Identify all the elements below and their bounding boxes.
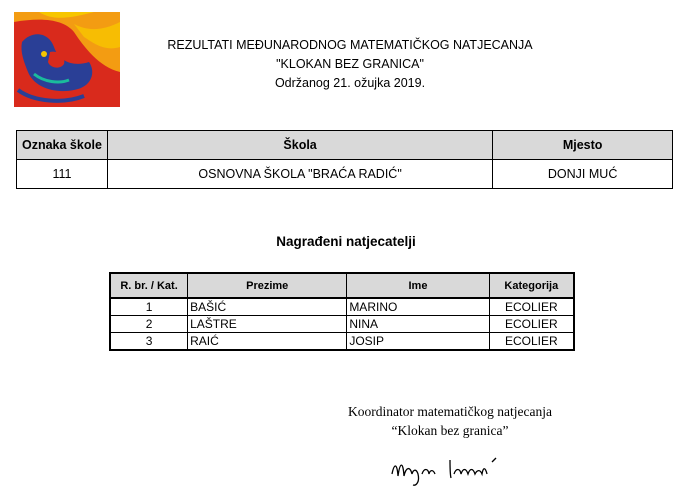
row-category: ECOLIER: [489, 316, 574, 333]
school-place: DONJI MUĆ: [493, 160, 673, 189]
row-first-name: NINA: [347, 316, 489, 333]
school-table-header-row: [17, 131, 673, 160]
header-surname: Prezime: [188, 273, 347, 298]
row-number: 1: [110, 298, 188, 316]
header-rank: R. br. / Kat.: [110, 273, 188, 298]
school-name: OSNOVNA ŠKOLA "BRAĆA RADIĆ": [107, 160, 492, 189]
row-number: 2: [110, 316, 188, 333]
row-number: 3: [110, 333, 188, 351]
awards-table: [109, 272, 575, 351]
klokan-logo: [14, 12, 120, 107]
coordinator-block: [320, 402, 580, 440]
coordinator-title: Koordinator matematičkog natjecanja: [348, 404, 552, 419]
row-surname: LAŠTRE: [188, 316, 347, 333]
awards-header-row: [110, 273, 574, 298]
header-place: Mjesto: [493, 131, 673, 160]
row-surname: BAŠIĆ: [188, 298, 347, 316]
table-row: [110, 298, 574, 316]
header-school-code: Oznaka škole: [17, 131, 108, 160]
table-row: [110, 316, 574, 333]
header-school-name: Škola: [107, 131, 492, 160]
row-category: ECOLIER: [489, 298, 574, 316]
school-table: [16, 130, 673, 189]
document-header: [150, 36, 550, 93]
table-row: [110, 333, 574, 351]
header-first-name: Ime: [347, 273, 489, 298]
header-title: REZULTATI MEĐUNARODNOG MATEMATIČKOG NATJECANJA: [167, 38, 533, 52]
handwritten-signature: [388, 452, 518, 488]
header-date: Održanog 21. ožujka 2019.: [274, 76, 426, 90]
school-code: 111: [17, 160, 108, 189]
row-first-name: MARINO: [347, 298, 489, 316]
awards-title: Nagrađeni natjecatelji: [276, 234, 416, 249]
header-competition-name: "KLOKAN BEZ GRANICA": [276, 57, 424, 71]
row-category: ECOLIER: [489, 333, 574, 351]
row-surname: RAIĆ: [188, 333, 347, 351]
header-category: Kategorija: [489, 273, 574, 298]
coordinator-competition: “Klokan bez granica”: [391, 423, 509, 438]
school-row: [17, 160, 673, 189]
row-first-name: JOSIP: [347, 333, 489, 351]
